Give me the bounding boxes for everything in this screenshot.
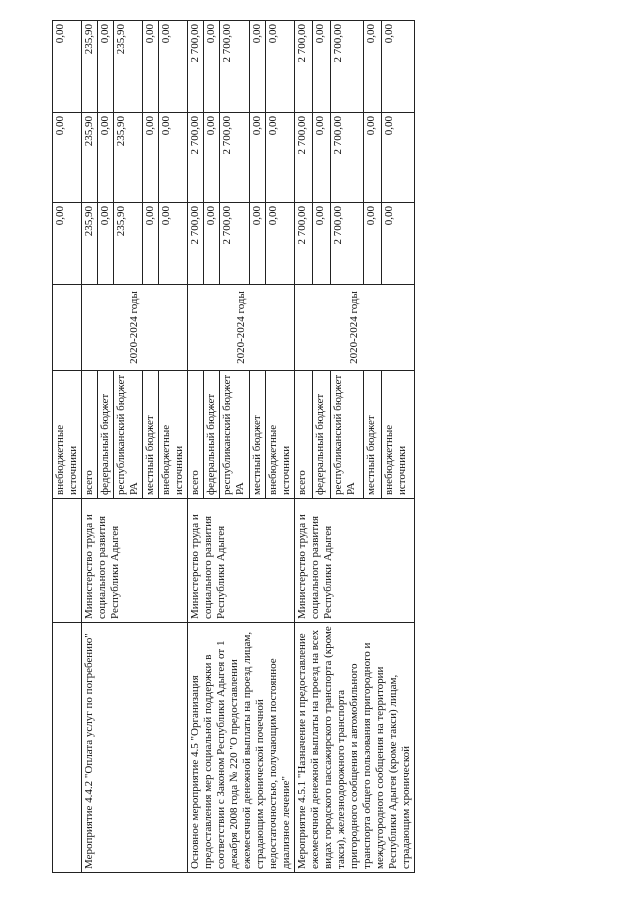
value-cell: 0,00 (382, 21, 415, 113)
measure-cell: Основное мероприятие 4.5 "Организация предоставления мер социальной поддержки в соответствии с Законом Республики Адыгея от 1 декабря 2008 года № 220 "О предоставлении ежемесячной денежной выплаты на проезд лицам, страдающим хронической почечной недостаточностью, получающим постоянное диализное лечение" (188, 623, 295, 873)
executor-cell: Министерство труда и социального развития Республики Адыгея (188, 499, 295, 623)
value-cell: 0,00 (204, 113, 220, 203)
value-cell: 0,00 (364, 203, 382, 285)
table-row (53, 21, 82, 873)
measure-cell: Мероприятие 4.4.2 "Оплата услуг по погребению" (82, 623, 188, 873)
source-cell: республиканский бюджет РА (220, 371, 249, 499)
value-cell: 2 700,00 (220, 21, 249, 113)
value-cell: 0,00 (313, 21, 331, 113)
value-cell: 2 700,00 (331, 21, 364, 113)
source-cell: всего (82, 371, 98, 499)
source-cell: федеральный бюджет (204, 371, 220, 499)
value-cell: 0,00 (143, 21, 159, 113)
source-cell: местный бюджет (249, 371, 265, 499)
executor-cell: Министерство труда и социального развития Республики Адыгея (295, 499, 415, 623)
value-cell: 0,00 (265, 21, 294, 113)
source-cell: местный бюджет (364, 371, 382, 499)
value-cell: 0,00 (382, 203, 415, 285)
value-cell: 0,00 (204, 21, 220, 113)
value-cell: 2 700,00 (295, 21, 313, 113)
value-cell: 0,00 (249, 21, 265, 113)
period-cell: 2020-2024 годы (295, 285, 415, 371)
source-cell: всего (188, 371, 204, 499)
value-cell: 235,90 (114, 203, 143, 285)
value-cell: 0,00 (313, 113, 331, 203)
value-cell: 0,00 (143, 113, 159, 203)
value-cell: 0,00 (143, 203, 159, 285)
source-cell: внебюджетные источники (53, 371, 82, 499)
value-cell: 0,00 (249, 203, 265, 285)
value-cell: 0,00 (364, 113, 382, 203)
measure-cell: Мероприятие 4.5.1 "Назначение и предоставление ежемесячной денежной выплаты на проезд на всех видах городского пассажирского транспорта (кроме такси), железнодорожного транспорта пригородного сообщения и автомобильного транспорта общего пользования пригородного и междугородного сообщения на территории Республики Адыгея (кроме такси) лицам, страдающим хронической (295, 623, 415, 873)
source-cell: внебюджетные источники (265, 371, 294, 499)
value-cell: 2 700,00 (295, 113, 313, 203)
source-cell: внебюджетные источники (382, 371, 415, 499)
value-cell: 235,90 (114, 113, 143, 203)
source-cell: республиканский бюджет РА (114, 371, 143, 499)
source-cell: внебюджетные источники (159, 371, 188, 499)
value-cell: 0,00 (159, 21, 188, 113)
value-cell: 0,00 (159, 203, 188, 285)
value-cell: 235,90 (82, 113, 98, 203)
value-cell: 0,00 (204, 203, 220, 285)
table-row (188, 21, 204, 873)
value-cell: 0,00 (265, 203, 294, 285)
value-cell: 0,00 (313, 203, 331, 285)
period-cell: 2020-2024 годы (188, 285, 295, 371)
value-cell: 0,00 (98, 203, 114, 285)
value-cell: 0,00 (382, 113, 415, 203)
value-cell: 0,00 (53, 203, 82, 285)
source-cell: федеральный бюджет (313, 371, 331, 499)
executor-cell: Министерство труда и социального развития Республики Адыгея (82, 499, 188, 623)
value-cell: 235,90 (82, 203, 98, 285)
value-cell: 2 700,00 (188, 113, 204, 203)
source-cell: всего (295, 371, 313, 499)
value-cell: 2 700,00 (295, 203, 313, 285)
source-cell: республиканский бюджет РА (331, 371, 364, 499)
table-row (82, 21, 98, 873)
value-cell: 2 700,00 (188, 203, 204, 285)
value-cell: 0,00 (249, 113, 265, 203)
value-cell: 0,00 (364, 21, 382, 113)
value-cell: 2 700,00 (188, 21, 204, 113)
value-cell: 0,00 (53, 21, 82, 113)
value-cell: 2 700,00 (331, 203, 364, 285)
value-cell: 235,90 (82, 21, 98, 113)
value-cell: 2 700,00 (331, 113, 364, 203)
budget-table (52, 20, 415, 873)
value-cell: 235,90 (114, 21, 143, 113)
source-cell: федеральный бюджет (98, 371, 114, 499)
value-cell: 2 700,00 (220, 203, 249, 285)
table-row (295, 21, 313, 873)
value-cell: 0,00 (265, 113, 294, 203)
source-cell: местный бюджет (143, 371, 159, 499)
value-cell: 0,00 (159, 113, 188, 203)
period-cell: 2020-2024 годы (82, 285, 188, 371)
value-cell: 0,00 (53, 113, 82, 203)
value-cell: 2 700,00 (220, 113, 249, 203)
value-cell: 0,00 (98, 21, 114, 113)
value-cell: 0,00 (98, 113, 114, 203)
